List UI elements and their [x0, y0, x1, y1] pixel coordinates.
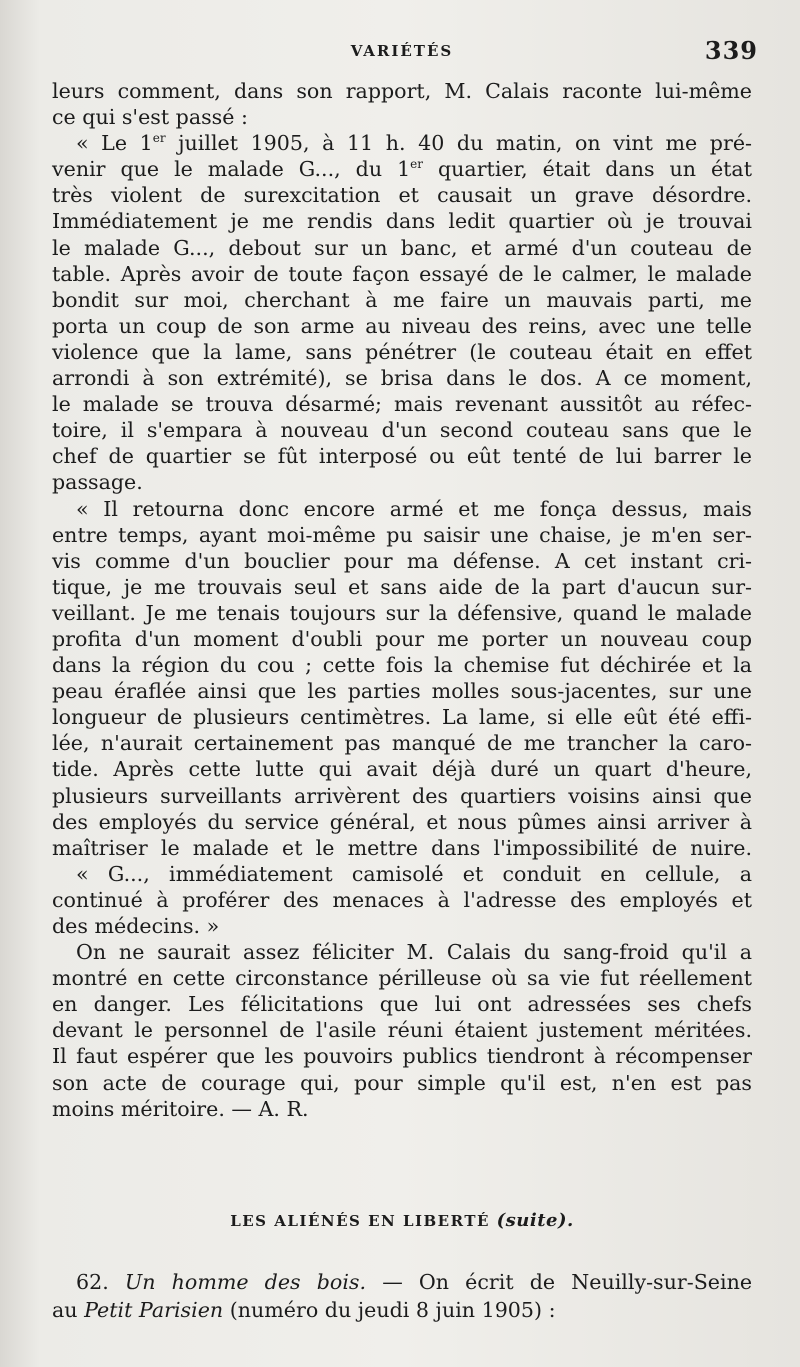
text-line: le malade G..., debout sur un banc, et armé d'un couteau de	[52, 235, 752, 260]
text-line: bondit sur moi, cherchant à me faire un mauvais parti, me	[52, 287, 752, 312]
text-line: longueur de plusieurs centimètres. La lame, si elle eût été effi-	[52, 705, 752, 730]
text-line: « G..., immédiatement camisolé et conduit en cellule, a	[76, 861, 752, 886]
text-line: arrondi à son extrémité), se brisa dans le dos. A ce moment,	[52, 366, 752, 391]
text-line: toire, il s'empara à nouveau d'un second couteau sans que le	[52, 418, 752, 443]
text-line: « Il retourna donc encore armé et me fonça dessus, mais	[76, 496, 752, 521]
text-line: ce qui s'est passé :	[52, 105, 248, 130]
text-line: lée, n'aurait certainement pas manqué de me trancher la caro-	[52, 731, 752, 756]
text-line: veillant. Je me tenais toujours sur la défensive, quand le malade	[52, 600, 752, 625]
entry-line	[52, 1296, 752, 1324]
text-line: montré en cette circonstance périlleuse où sa vie fut réellement	[52, 966, 752, 991]
text-line: dans la région du cou ; cette fois la chemise fut déchirée et la	[52, 653, 752, 678]
page-number: 339	[704, 36, 758, 65]
running-head: VARIÉTÉS	[350, 42, 454, 60]
section-title-text: LES ALIÉNÉS EN LIBERTÉ	[230, 1212, 490, 1230]
text-line: tique, je me trouvais seul et sans aide de la part d'aucun sur-	[52, 574, 752, 599]
text-line: le malade se trouva désarmé; mais revenant aussitôt au réfec-	[52, 392, 752, 417]
text-line: Il faut espérer que les pouvoirs publics tiendront à récompenser	[52, 1044, 752, 1069]
entry-line-text: — On écrit de Neuilly-sur-Seine	[382, 1270, 753, 1294]
text-line: chef de quartier se fût interposé ou eût tenté de lui barrer le	[52, 444, 752, 469]
text-line: venir que le malade G..., du 1er quartier, était dans un état	[52, 157, 752, 182]
section-heading	[52, 1210, 752, 1231]
text-line: porta un coup de son arme au niveau des reins, avec une telle	[52, 313, 752, 338]
ordinal-suffix: er	[410, 157, 424, 172]
text-line: entre temps, ayant moi-même pu saisir une chaise, je m'en ser-	[52, 522, 752, 547]
text-line: très violent de surexcitation et causait un grave désordre.	[52, 183, 752, 208]
entry-line-text: au	[52, 1298, 78, 1322]
ordinal-suffix: er	[152, 131, 166, 146]
section-title-suffix: (suite).	[496, 1210, 574, 1231]
entry-line-text: (numéro du jeudi 8 juin 1905) :	[229, 1298, 556, 1322]
text-line: violence que la lame, sans pénétrer (le couteau était en effet	[52, 339, 752, 364]
text-line: devant le personnel de l'asile réuni étaient justement méritées.	[52, 1018, 752, 1043]
text-line: moins méritoire. — A. R.	[52, 1096, 309, 1121]
text-line: peau éraflée ainsi que les parties molles sous-jacentes, sur une	[52, 679, 752, 704]
text-line: plusieurs surveillants arrivèrent des quartiers voisins ainsi que	[52, 783, 752, 808]
text-line: profita d'un moment d'oubli pour me porter un nouveau coup	[52, 626, 752, 651]
text-line: des médecins. »	[52, 914, 220, 938]
text-line: On ne saurait assez féliciter M. Calais du sang-froid qu'il a	[76, 940, 752, 965]
text-line: table. Après avoir de toute façon essayé de le calmer, le malade	[52, 261, 752, 286]
text-line: Immédiatement je me rendis dans ledit quartier où je trouvai	[52, 209, 752, 234]
article-body	[52, 78, 752, 1122]
text-line: maîtriser le malade et le mettre dans l'impossibilité de nuire.	[52, 835, 752, 860]
text-line: des employés du service général, et nous pûmes ainsi arriver à	[52, 809, 752, 834]
text-line: vis comme d'un bouclier pour ma défense. A cet instant cri-	[52, 548, 752, 573]
text-line: « Le 1er juillet 1905, à 11 h. 40 du matin, on vint me pré-	[76, 131, 752, 156]
text-line: leurs comment, dans son rapport, M. Calais raconte lui-même	[52, 79, 752, 103]
text-line: passage.	[52, 470, 143, 495]
entry-line	[52, 1268, 752, 1296]
page-header	[52, 36, 758, 68]
newspaper-name: Petit Parisien	[84, 1298, 224, 1322]
text-line: tide. Après cette lutte qui avait déjà duré un quart d'heure,	[52, 757, 752, 782]
entry-title: Un homme des bois.	[124, 1270, 367, 1294]
next-entry	[52, 1268, 752, 1324]
text-line: en danger. Les félicitations que lui ont adressées ses chefs	[52, 992, 752, 1017]
text-line: son acte de courage qui, pour simple qu'il est, n'en est pas	[52, 1070, 752, 1095]
entry-number: 62.	[76, 1270, 109, 1294]
text-line: continué à proférer des menaces à l'adresse des employés et	[52, 887, 752, 912]
